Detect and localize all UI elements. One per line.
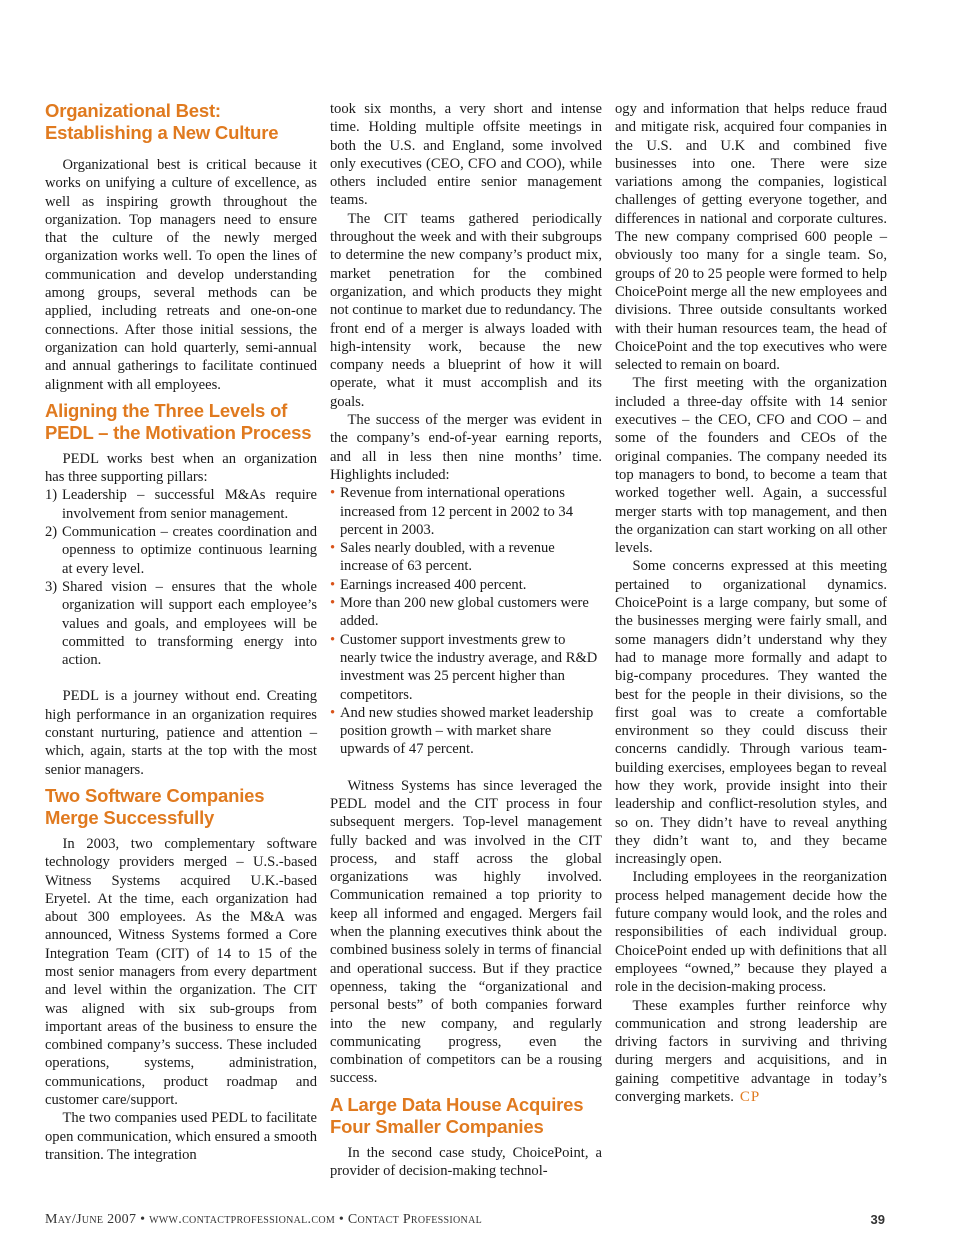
- paragraph: In 2003, two complementary software technology providers merged – U.S.-based Witness Systems acquired U.K.-based Eryetel. At the time, each organization had about 300 employees. As the M&A was announced, Witness Systems formed a Core Integration Team (CIT) of 14 to 15 of the most senior managers from every department and level within the organization. The CIT was aligned with six sub-groups from important areas of the business to ensure the combined company’s success. These included operations, systems, administration, communications, product roadmap and customer care/support.: [45, 835, 317, 1109]
- paragraph: Some concerns expressed at this meeting pertained to organizational dynamics. ChoicePoint is a large company, but some of the businesses merging were fairly small, and some managers didn’t understand why they had to manage more formally and adapt to big-company procedures. They wanted the best for the people in their divisions, so the first goal was to create a comfortable environment so they could discuss their concerns candidly. Through various team-building exercises, employees began to reveal how they work, provide insight into their leadership and conflict-resolution styles, and so on. They didn’t have to reveal anything they didn’t want to, and they became increasingly open.: [615, 558, 887, 868]
- list-item-text: Leadership – successful M&As require involvement from senior management.: [62, 487, 317, 522]
- paragraph: [615, 997, 887, 1107]
- list-item: [330, 631, 602, 704]
- section-heading-aligning-levels: Aligning the Three Levels of PEDL – the Motivation Process: [45, 399, 312, 443]
- spacer: [330, 759, 602, 777]
- list-item-text: Revenue from international operations increased from 12 percent in 2002 to 34 percent in 2003.: [340, 485, 574, 538]
- paragraph: The success of the merger was evident in the company’s end-of-year earning reports, and all in less then nine months’ time. Highlights included:: [330, 412, 602, 483]
- page-number: 39: [870, 1212, 885, 1227]
- paragraph: Including employees in the reorganization process helped management decide how the future company would look, and the roles and responsibilities of each individual group. ChoicePoint ended up with definitions that all employees “owned,” because they played a role in the decision-making process.: [615, 869, 887, 996]
- article-column-1: [45, 100, 317, 1164]
- paragraph: PEDL works best when an organization has three supporting pillars:: [45, 450, 317, 486]
- closing-paragraph-text: These examples further reinforce why communication and strong leadership are driving factors in surviving and thriving during mergers and acquisitions, and in gaining competitive advantage in today’s converging markets.: [615, 997, 887, 1106]
- list-item-text: And new studies showed market leadership position growth – with market share upwards of 47 percent.: [340, 704, 594, 758]
- paragraph: The first meeting with the organization included a three-day offsite with 14 senior executives – the CEO, CFO and COO – and some of the founders and CEOs of the original companies. The company needed its top managers to bond, to become a team that worked together well. Again, a successful merger starts with top management, and then the organization can start working on all other levels.: [615, 375, 887, 557]
- section-heading-organizational-best: Organizational Best: Establishing a New Culture: [45, 100, 279, 143]
- highlights-list: [330, 484, 602, 758]
- spacer: [45, 669, 317, 687]
- paragraph: took six months, a very short and intense time. Holding multiple offsite meetings in both the U.S. and England, some involved only executives (CEO, CFO and COO), while others included entire senior management teams.: [330, 101, 602, 209]
- paragraph: Witness Systems has since leveraged the PEDL model and the CIT process in four subsequent mergers. Top-level management fully backed and was involved in the CIT process, and staff across the global organizations was highly involved. Communication remained a top priority to keep all informed and engaged. Mergers fail when the planning executives think about the combined business solely in terms of financial and operational success. But if they practice openness, taking the “organizational and personal bests” of both companies forward into the new company, and regularly communicating progress, even the combination of competitors can be a rousing success.: [330, 777, 602, 1087]
- paragraph: ogy and information that helps reduce fraud and mitigate risk, acquired four companies in the U.S. and U.K and combined five businesses into one. There were size variations among the companies, logistical challenges of getting everyone together, and differences in national and corporate cultures. The new company comprised 600 people – obviously too many for a single team. So, groups of 20 to 25 people were formed to help ChoicePoint merge all the new employees and divisions. Three outside consultants worked with their human resources team, the head of ChoicePoint and the top executives who were selected to remain on board.: [615, 101, 887, 374]
- paragraph: The two companies used PEDL to facilitate open communication, which ensured a smooth transition. The integration: [45, 1110, 317, 1163]
- bullet-icon: •: [330, 540, 336, 557]
- paragraph: PEDL is a journey without end. Creating high performance in an organization requires constant nurturing, patience and attention – which, again, starts at the top with the most senior managers.: [45, 688, 317, 778]
- paragraph: In the second case study, ChoicePoint, a provider of decision-making technol-: [330, 1144, 602, 1180]
- section-heading-large-data-house: A Large Data House Acquires Four Smaller Companies: [330, 1093, 584, 1137]
- bullet-icon: •: [330, 595, 336, 612]
- bullet-icon: •: [330, 576, 336, 593]
- list-item-text: Customer support investments grew to nearly twice the industry average, and R&D investment was 25 percent higher than competitors.: [340, 631, 598, 703]
- list-item: [45, 486, 317, 523]
- list-number: 2): [45, 524, 58, 541]
- list-number: 3): [45, 578, 58, 595]
- list-item-text: Sales nearly doubled, with a revenue increase of 63 percent.: [340, 540, 555, 575]
- list-item: [330, 594, 602, 631]
- list-item: [330, 539, 602, 576]
- bullet-icon: •: [330, 485, 336, 502]
- bullet-icon: •: [330, 704, 336, 721]
- list-item-text: Communication – creates coordination and openness to optimize continuous learning at every level.: [62, 524, 317, 577]
- article-column-3: [615, 100, 887, 1106]
- end-mark: CP: [739, 1089, 761, 1106]
- section-heading-two-software-companies: Two Software Companies Merge Successfully: [45, 784, 265, 828]
- paragraph: Organizational best is critical because it works on unifying a culture of excellence, as well as inspiring growth throughout the organization. Top managers need to ensure that the culture of the newly merged organization works well. To open the lines of communication and develop understanding among groups, several methods can be applied, including retreats and one-on-one connections. After those initial sessions, the organization can hold quarterly, semi-annual and annual gatherings to facilitate continued alignment with all employees.: [45, 157, 317, 393]
- list-item-text: Shared vision – ensures that the whole organization will support each employee’s values and goals, and employees will be committed to transforming energy into action.: [62, 578, 317, 669]
- bullet-icon: •: [330, 631, 336, 648]
- list-item: [45, 523, 317, 578]
- page-footer: [45, 1212, 885, 1232]
- list-item-text: Earnings increased 400 percent.: [340, 576, 527, 593]
- list-number: 1): [45, 487, 58, 504]
- paragraph: The CIT teams gathered periodically throughout the week and with their subgroups to determine the new company’s product mix, market penetration for the combined organization, and which products they might not continue to market due to redundancy. The front end of a merger is always loaded with high-intensity work, because the new company needs a blueprint of how it will operate, what it must accomplish and its goals.: [330, 210, 602, 410]
- list-item-text: More than 200 new global customers were added.: [340, 595, 589, 630]
- list-item: [45, 578, 317, 669]
- pillars-list: [45, 486, 317, 669]
- list-item: [330, 484, 602, 539]
- list-item: [330, 576, 602, 594]
- list-item: [330, 704, 602, 759]
- footer-publication-line: May/June 2007 • www.contactprofessional.com • Contact Professional: [45, 1212, 482, 1227]
- article-column-2: [330, 100, 602, 1180]
